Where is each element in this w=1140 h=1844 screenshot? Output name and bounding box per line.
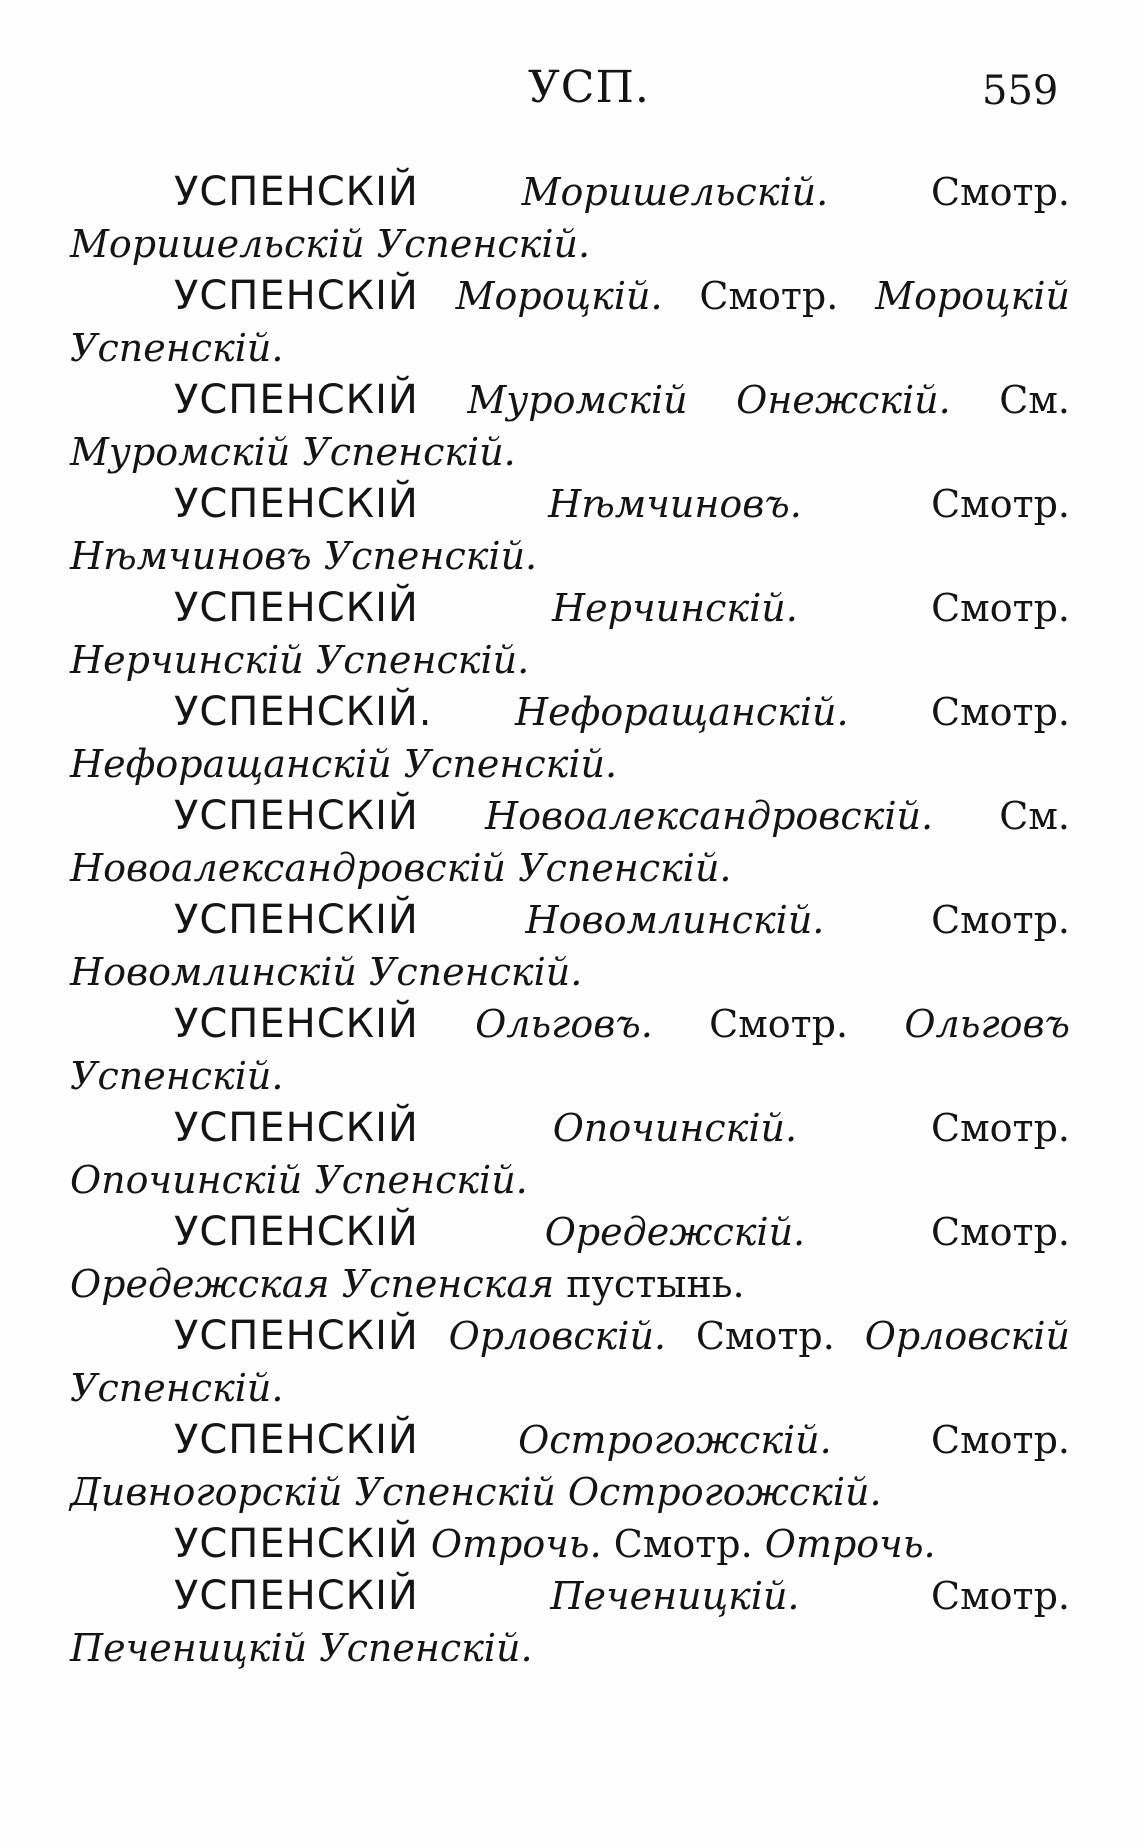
entry-see: Смотр. [931,690,1070,734]
entry-see: Смотр. [709,1002,849,1046]
entry-headword: УСПЕНСКІЙ [174,793,419,839]
entry-headword: УСПЕНСКІЙ [174,1105,419,1151]
dictionary-entries [70,166,1070,1674]
entry-target: Моришельскій Успенскій. [70,222,591,266]
entry-see: См. [999,794,1070,838]
entry-see: Смотр. [931,482,1070,526]
entry-see: Смотр. [931,1574,1070,1618]
entry-name: Новоалександровскій. [484,794,934,838]
entry-name: Печеницкій. [550,1574,800,1618]
dictionary-entry [70,374,1070,478]
entry-name: Оредежскій. [544,1210,806,1254]
entry-target: Дивногорскій Успенскій Острогожскій. [70,1470,882,1514]
running-head [0,62,1140,122]
entry-headword: УСПЕНСКІЙ [174,481,419,527]
entry-headword: УСПЕНСКІЙ [174,1313,419,1359]
entry-name: Ольговъ. [475,1002,653,1046]
dictionary-entry [70,790,1070,894]
entry-target: Мороцкій Успенскій. [70,274,1070,370]
dictionary-entry [70,1518,1070,1570]
entry-name: Мороцкій. [455,274,663,318]
entry-name: Опочинскій. [552,1106,798,1150]
entry-target: Оредежская Успенская [70,1262,555,1306]
entry-see: Смотр. [931,1106,1070,1150]
entry-see: Смотр. [931,1418,1070,1462]
entry-headword: УСПЕНСКІЙ [174,377,419,423]
entry-headword: УСПЕНСКІЙ [174,1521,419,1567]
entry-see: Смотр. [931,898,1070,942]
entry-headword: УСПЕНСКІЙ [174,273,419,319]
entry-target: Нефоращанскій Успенскій. [70,742,618,786]
entry-target: Новомлинскій Успенскій. [70,950,583,994]
dictionary-entry [70,478,1070,582]
entry-target: Отрочь. [764,1522,936,1566]
entry-headword: УСПЕНСКІЙ. [174,689,433,735]
dictionary-entry [70,1414,1070,1518]
entry-target: Опочинскій Успенскій. [70,1158,528,1202]
entry-name: Отрочь. [430,1522,602,1566]
running-title: УСП. [528,62,650,113]
entry-target: Печеницкій Успенскій. [70,1626,533,1670]
entry-name: Орловскій. [448,1314,667,1358]
dictionary-entry [70,1310,1070,1414]
entry-see: См. [999,378,1070,422]
entry-name: Нерчинскій. [552,586,798,630]
entry-headword: УСПЕНСКІЙ [174,1417,419,1463]
entry-headword: УСПЕНСКІЙ [174,1573,419,1619]
dictionary-entry [70,582,1070,686]
entry-see: Смотр. [613,1522,753,1566]
dictionary-entry [70,686,1070,790]
dictionary-entry [70,894,1070,998]
entry-target: Ольговъ Успенскій. [70,1002,1070,1098]
page-number: 559 [982,68,1059,114]
entry-name: Острогожскій. [518,1418,832,1462]
entry-name: Муромскій Онежскій. [467,378,951,422]
entry-name: Нефоращанскій. [514,690,849,734]
entry-target: Орловскій Успенскій. [70,1314,1070,1410]
entry-name: Моришельскій. [521,170,829,214]
entry-see: Смотр. [931,586,1070,630]
entry-tail: пустынь. [566,1262,745,1306]
entry-see: Смотр. [695,1314,835,1358]
dictionary-entry [70,166,1070,270]
entry-headword: УСПЕНСКІЙ [174,1209,419,1255]
dictionary-entry [70,1570,1070,1674]
entry-target: Нѣмчиновъ Успенскій. [70,534,538,578]
entry-target: Нерчинскій Успенскій. [70,638,530,682]
entry-see: Смотр. [931,170,1070,214]
dictionary-entry [70,998,1070,1102]
entry-target: Новоалександровскій Успенскій. [70,846,732,890]
entry-headword: УСПЕНСКІЙ [174,169,419,215]
dictionary-entry [70,1206,1070,1310]
entry-headword: УСПЕНСКІЙ [174,1001,419,1047]
entry-name: Новомлинскій. [525,898,825,942]
dictionary-entry [70,1102,1070,1206]
entry-headword: УСПЕНСКІЙ [174,897,419,943]
entry-see: Смотр. [699,274,839,318]
entry-see: Смотр. [931,1210,1070,1254]
entry-headword: УСПЕНСКІЙ [174,585,419,631]
entry-name: Нѣмчиновъ. [548,482,802,526]
entry-target: Муромскій Успенскій. [70,430,516,474]
dictionary-entry [70,270,1070,374]
